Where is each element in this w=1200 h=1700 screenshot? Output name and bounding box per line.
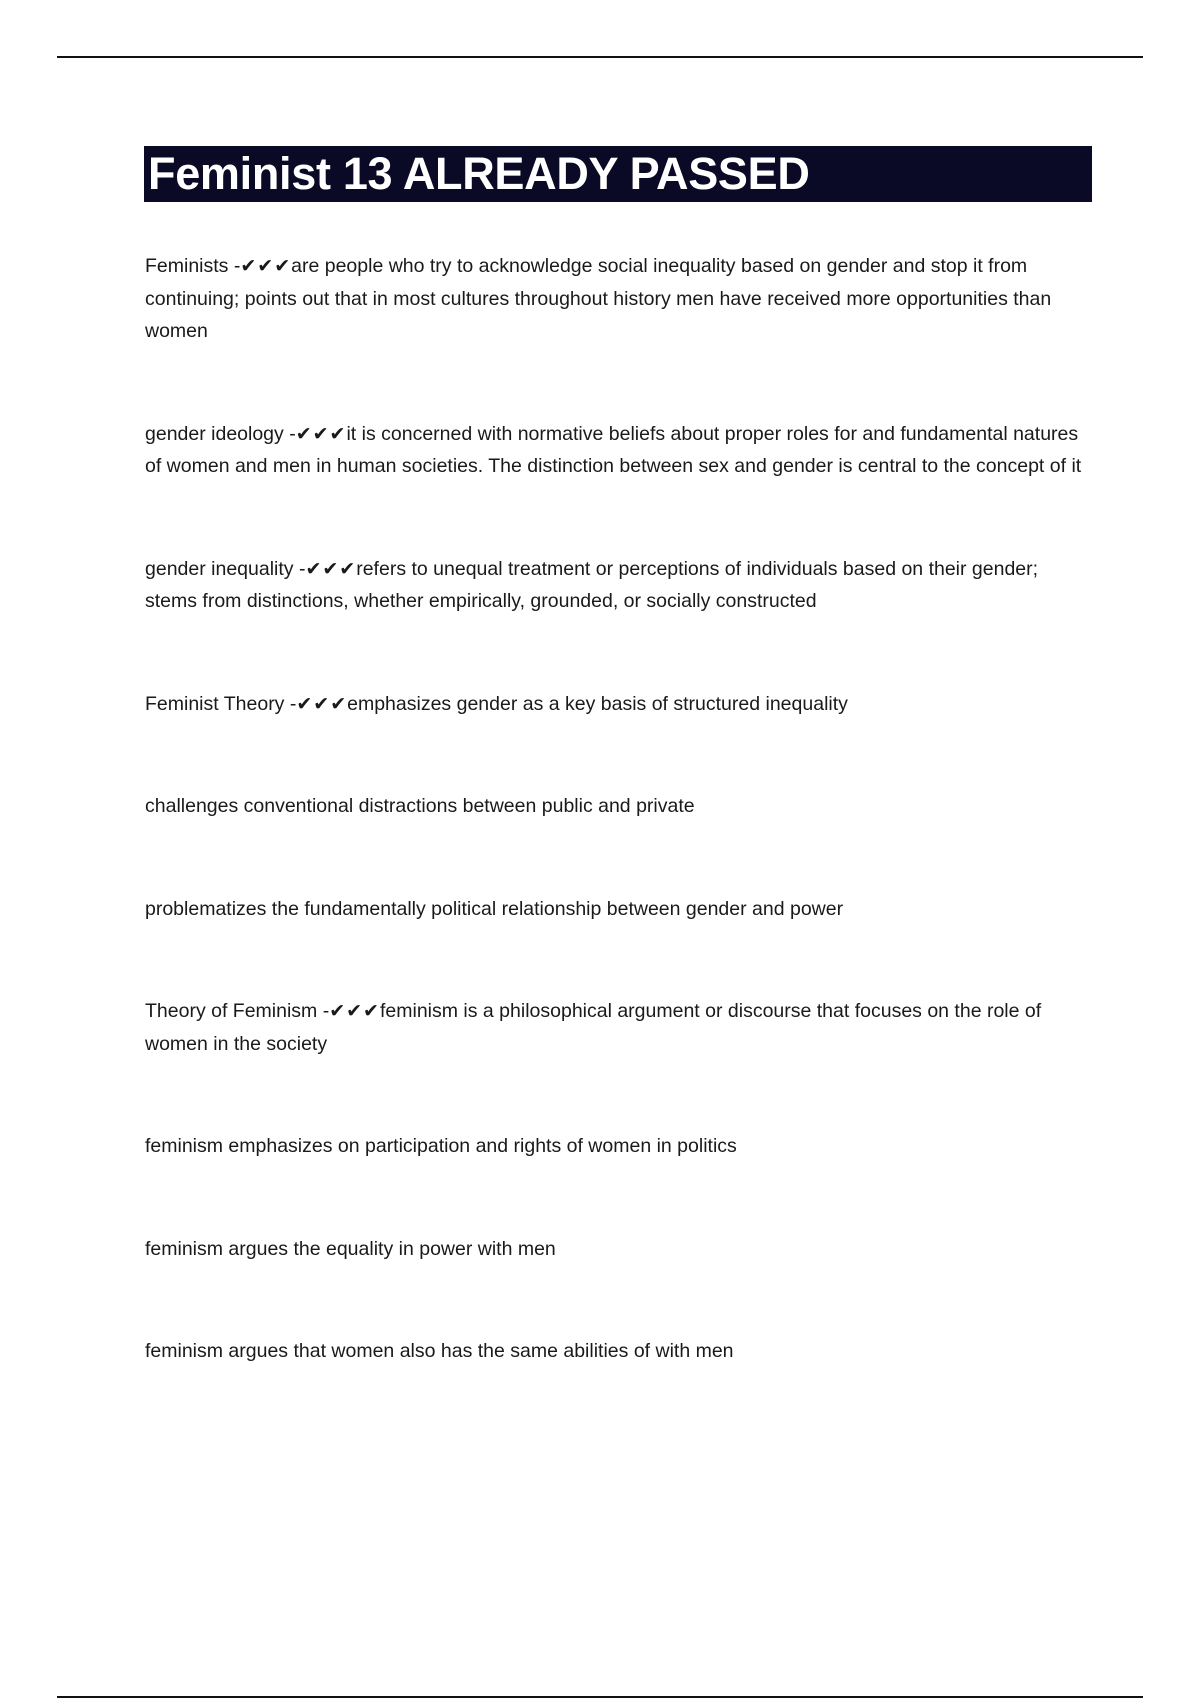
entry-definition: emphasizes gender as a key basis of structured inequality [347, 692, 848, 715]
entry-definition: feminism is a philosophical argument or discourse that focuses on the role of women in the society [145, 1000, 1042, 1055]
entry-term: gender inequality [145, 557, 294, 580]
entry-definition: feminism emphasizes on participation and rights of women in politics [145, 1135, 737, 1157]
flashcard-entry [145, 688, 1095, 721]
flashcard-entry [145, 250, 1095, 348]
entry-definition: challenges conventional distractions between public and private [145, 795, 695, 817]
entry-term: Feminists [145, 255, 229, 277]
header-rule [57, 56, 1143, 58]
flashcard-list [145, 250, 1095, 1368]
entry-definition: refers to unequal treatment or perceptions of individuals based on their gender; stems from distinctions, whether empirically, grounded, or socially constructed [145, 557, 1039, 612]
page-title: Feminist 13 ALREADY PASSED [148, 148, 810, 199]
entry-definition: problematizes the fundamentally political relationship between gender and power [145, 897, 844, 920]
entry-definition: feminism argues that women also has the same abilities of with men [145, 1340, 734, 1362]
flashcard-entry [145, 1335, 1095, 1368]
check-marks-icon: ✔✔✔ [295, 422, 347, 445]
flashcard-entry [145, 418, 1095, 483]
entry-definition: feminism argues the equality in power with men [145, 1237, 556, 1260]
flashcard-entry [145, 553, 1095, 618]
entry-definition: are people who try to acknowledge social inequality based on gender and stop it from continuing; points out that in most cultures throughout history men have received more opportunities than women [145, 255, 1052, 342]
flashcard-entry [145, 790, 1095, 823]
entry-separator: - [317, 1000, 330, 1022]
check-marks-icon: ✔✔✔ [296, 692, 348, 715]
check-marks-icon: ✔✔✔ [305, 557, 357, 580]
flashcard-entry [145, 1233, 1095, 1266]
entry-separator: - [228, 255, 241, 277]
check-marks-icon: ✔✔✔ [240, 255, 292, 277]
check-marks-icon: ✔✔✔ [329, 1000, 380, 1022]
flashcard-entry [145, 1130, 1095, 1163]
entry-term: gender ideology [145, 422, 284, 445]
entry-separator: - [284, 692, 297, 715]
footer-rule [57, 1696, 1143, 1698]
flashcard-entry [145, 995, 1095, 1060]
entry-definition: it is concerned with normative beliefs about proper roles for and fundamental natures of women and men in human societies. The distinction between sex and gender is central to the concept of it [145, 422, 1082, 477]
entry-term: Theory of Feminism [145, 1000, 318, 1022]
entry-separator: - [283, 422, 296, 445]
flashcard-entry [145, 893, 1095, 926]
entry-separator: - [293, 557, 306, 580]
entry-term: Feminist Theory [145, 692, 285, 715]
title-banner [144, 146, 1092, 202]
